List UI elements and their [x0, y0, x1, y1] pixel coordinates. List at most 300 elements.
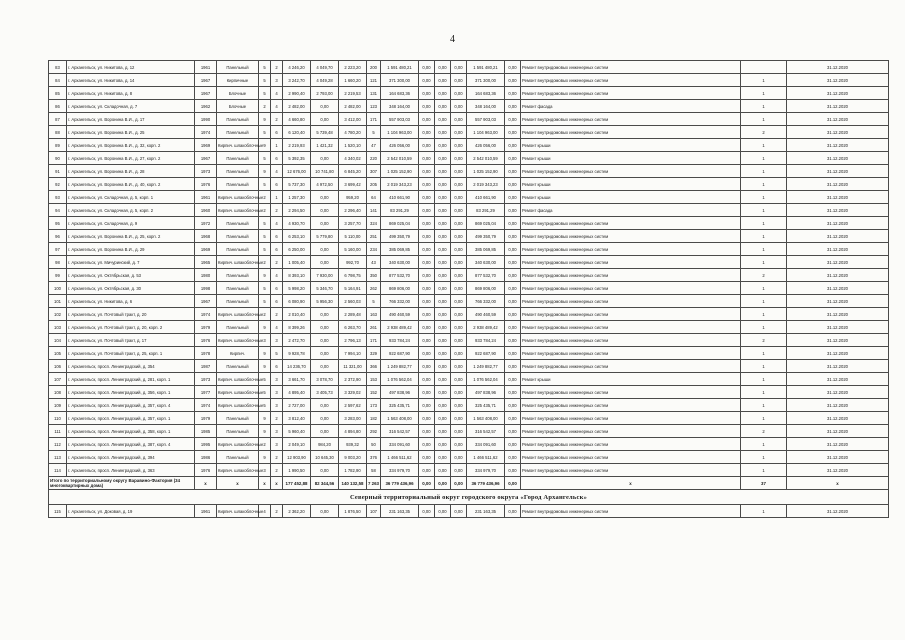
- table-cell: 3: [271, 74, 283, 87]
- table-cell: 0,00: [451, 360, 467, 373]
- table-cell: 0,00: [419, 152, 435, 165]
- total-cell: 177 452,88: [283, 477, 311, 490]
- work-type-cell: Ремонт внутридомовых инженерных систем: [521, 321, 741, 334]
- table-cell: 1960: [195, 204, 217, 217]
- address-cell: г. Архангельск, просп. Ленинградский, д. 357, корп. 1: [67, 412, 195, 425]
- table-cell: 95: [49, 217, 67, 230]
- table-cell: 0,00: [505, 126, 521, 139]
- work-type-cell: Ремонт внутридомовых инженерных систем: [521, 87, 741, 100]
- table-cell: 0,00: [451, 256, 467, 269]
- district-total-row: [49, 477, 889, 490]
- address-cell: г. Архангельск, ул. Воронина В.И., д. 25, корп. 2: [67, 230, 195, 243]
- table-cell: 1 421,32: [311, 139, 339, 152]
- table-cell: 490 460,59: [381, 308, 419, 321]
- table-cell: 0,00: [451, 269, 467, 282]
- table-cell: 0,00: [435, 295, 451, 308]
- table-cell: 1974: [195, 399, 217, 412]
- total-cell: x: [195, 477, 217, 490]
- table-cell: 0,00: [435, 347, 451, 360]
- work-type-cell: Ремонт внутридомовых инженерных систем: [521, 308, 741, 321]
- table-cell: 329: [367, 347, 381, 360]
- table-cell: 1: [741, 505, 787, 518]
- table-cell: 0,00: [311, 360, 339, 373]
- table-cell: 334 091,60: [467, 438, 505, 451]
- table-cell: 350: [367, 269, 381, 282]
- table-cell: 5: [259, 74, 271, 87]
- table-cell: 2 019 343,23: [467, 178, 505, 191]
- table-cell: 0,00: [451, 178, 467, 191]
- table-cell: 1977: [195, 386, 217, 399]
- table-cell: 2 793,00: [311, 87, 339, 100]
- table-cell: 0,00: [435, 74, 451, 87]
- table-cell: 2 597,62: [339, 399, 367, 412]
- district-total-label: Итого по территориальному округу Варавино-Фактория (34 многоквартирных дома): [49, 477, 195, 490]
- work-type-cell: Ремонт крыши: [521, 178, 741, 191]
- table-cell: 0,00: [505, 282, 521, 295]
- table-cell: 2 010,40: [283, 308, 311, 321]
- table-cell: 50: [367, 438, 381, 451]
- table-cell: 2 542 010,59: [467, 152, 505, 165]
- table-cell: Панельный: [217, 451, 259, 464]
- table-cell: 0,00: [419, 191, 435, 204]
- table-cell: 2: [259, 191, 271, 204]
- table-cell: Кирпич. шлакоблочные: [217, 373, 259, 386]
- table-cell: 0,00: [435, 438, 451, 451]
- table-cell: 31.12.2020: [787, 425, 889, 438]
- table-cell: Кирпич. шлакоблочные: [217, 438, 259, 451]
- table-cell: 490 460,59: [467, 308, 505, 321]
- table-cell: 0,00: [451, 451, 467, 464]
- table-cell: 0,00: [451, 373, 467, 386]
- table-cell: 1: [741, 217, 787, 230]
- table-row: [49, 295, 889, 308]
- table-cell: 31.12.2020: [787, 451, 889, 464]
- table-cell: 1: [741, 412, 787, 425]
- total-cell: x: [259, 477, 271, 490]
- table-cell: 0,00: [435, 425, 451, 438]
- work-type-cell: Ремонт внутридомовых инженерных систем: [521, 282, 741, 295]
- table-cell: 31.12.2020: [787, 204, 889, 217]
- table-cell: 0,00: [311, 412, 339, 425]
- table-cell: 0,00: [419, 139, 435, 152]
- table-row: [49, 139, 889, 152]
- work-type-cell: Ремонт внутридомовых инженерных систем: [521, 230, 741, 243]
- table-cell: 410 661,90: [467, 191, 505, 204]
- table-row: [49, 165, 889, 178]
- table-cell: 7 930,00: [311, 269, 339, 282]
- table-cell: 98: [49, 256, 67, 269]
- table-cell: 410 661,90: [381, 191, 419, 204]
- table-cell: 0,00: [419, 399, 435, 412]
- table-cell: 0,00: [435, 308, 451, 321]
- work-type-cell: Ремонт крыши: [521, 139, 741, 152]
- table-cell: 6: [271, 126, 283, 139]
- table-cell: 5 998,20: [283, 282, 311, 295]
- table-cell: 0,00: [451, 61, 467, 74]
- table-cell: 933 784,24: [381, 334, 419, 347]
- work-type-cell: Ремонт внутридомовых инженерных систем: [521, 347, 741, 360]
- table-cell: 31.12.2020: [787, 334, 889, 347]
- table-cell: 31.12.2020: [787, 230, 889, 243]
- total-cell: 82 344,56: [311, 477, 339, 490]
- table-cell: 0,00: [505, 425, 521, 438]
- table-cell: 340 630,00: [381, 256, 419, 269]
- table-cell: 307: [367, 165, 381, 178]
- table-cell: 131: [367, 87, 381, 100]
- table-cell: 877 532,70: [467, 269, 505, 282]
- table-cell: 1 249 882,77: [381, 360, 419, 373]
- table-cell: Блочные: [217, 87, 259, 100]
- table-cell: 1990: [195, 113, 217, 126]
- table-cell: 5: [259, 126, 271, 139]
- table-cell: 0,00: [505, 191, 521, 204]
- table-cell: 113: [49, 451, 67, 464]
- table-cell: 31.12.2020: [787, 113, 889, 126]
- table-cell: 1: [741, 347, 787, 360]
- address-cell: г. Архангельск, ул. Почтовый тракт, д. 20: [67, 308, 195, 321]
- table-cell: 2: [259, 256, 271, 269]
- table-cell: 31.12.2020: [787, 139, 889, 152]
- table-cell: 1: [741, 113, 787, 126]
- table-cell: 2 727,00: [283, 399, 311, 412]
- table-cell: Кирпич. шлакоблочные: [217, 399, 259, 412]
- table-cell: 1969: [195, 243, 217, 256]
- table-cell: 4: [271, 217, 283, 230]
- table-cell: 6 120,40: [283, 126, 311, 139]
- table-cell: 992,70: [339, 256, 367, 269]
- section-header-row: [49, 490, 889, 505]
- table-cell: 1: [741, 399, 787, 412]
- table-cell: 1985: [195, 425, 217, 438]
- table-cell: 182: [367, 412, 381, 425]
- table-cell: 4: [259, 505, 271, 518]
- address-cell: г. Архангельск, ул. Складочная, д. 9: [67, 217, 195, 230]
- table-cell: 6 250,00: [283, 243, 311, 256]
- table-cell: 231 163,35: [467, 505, 505, 518]
- table-cell: 497 838,96: [381, 386, 419, 399]
- table-cell: Панельный: [217, 412, 259, 425]
- table-cell: 5: [259, 217, 271, 230]
- table-cell: 2: [271, 113, 283, 126]
- address-cell: г. Архангельск, ул. Складочная, д. 5, корп. 2: [67, 204, 195, 217]
- table-cell: 2 472,70: [283, 334, 311, 347]
- table-cell: 91: [49, 165, 67, 178]
- table-cell: Кирпич. шлакоблочные: [217, 256, 259, 269]
- table-cell: 5: [259, 230, 271, 243]
- table-cell: 1: [271, 139, 283, 152]
- table-cell: 31.12.2020: [787, 295, 889, 308]
- table-cell: 86: [49, 100, 67, 113]
- table-cell: 4 340,02: [339, 152, 367, 165]
- table-cell: 0,00: [435, 61, 451, 74]
- table-cell: 2: [741, 269, 787, 282]
- table-cell: 1986: [195, 451, 217, 464]
- table-cell: 9: [259, 425, 271, 438]
- table-cell: 5: [367, 295, 381, 308]
- table-cell: 334 979,70: [381, 464, 419, 477]
- table-cell: 1961: [195, 505, 217, 518]
- table-cell: 3: [259, 334, 271, 347]
- table-cell: 3 405,73: [311, 386, 339, 399]
- table-cell: 107: [49, 373, 67, 386]
- table-cell: 0,00: [435, 269, 451, 282]
- table-cell: 171: [367, 113, 381, 126]
- table-cell: 10 741,80: [311, 165, 339, 178]
- table-cell: 0,00: [505, 269, 521, 282]
- table-cell: 1 466 511,62: [381, 451, 419, 464]
- table-cell: 0,00: [435, 230, 451, 243]
- table-cell: 1: [741, 191, 787, 204]
- address-cell: г. Архангельск, просп. Ленинградский, д. 394: [67, 451, 195, 464]
- table-cell: 3: [271, 399, 283, 412]
- table-cell: 2: [271, 204, 283, 217]
- table-cell: 0,00: [419, 100, 435, 113]
- table-cell: 6: [271, 295, 283, 308]
- table-cell: 0,00: [505, 217, 521, 230]
- table-cell: 2: [259, 100, 271, 113]
- table-cell: 0,00: [311, 334, 339, 347]
- table-cell: 31.12.2020: [787, 399, 889, 412]
- table-cell: 0,00: [311, 152, 339, 165]
- table-cell: 0,00: [311, 256, 339, 269]
- table-cell: 31.12.2020: [787, 100, 889, 113]
- work-type-cell: Ремонт крыши: [521, 373, 741, 386]
- work-type-cell: Ремонт внутридомовых инженерных систем: [521, 256, 741, 269]
- table-cell: 173: [367, 399, 381, 412]
- table-cell: 1976: [195, 464, 217, 477]
- table-cell: 0,00: [311, 321, 339, 334]
- table-row: [49, 360, 889, 373]
- work-type-cell: Ремонт крыши: [521, 191, 741, 204]
- table-cell: 0,00: [435, 204, 451, 217]
- table-cell: 376: [367, 451, 381, 464]
- total-cell: 7 263: [367, 477, 381, 490]
- table-cell: 1: [741, 464, 787, 477]
- total-cell: x: [271, 477, 283, 490]
- table-cell: 121: [367, 74, 381, 87]
- table-cell: 2 019 343,23: [381, 178, 419, 191]
- table-cell: 31.12.2020: [787, 373, 889, 386]
- table-cell: 1: [741, 165, 787, 178]
- table-cell: 0,00: [435, 412, 451, 425]
- table-cell: 3 078,70: [311, 373, 339, 386]
- table-cell: 0,00: [505, 243, 521, 256]
- address-cell: г. Архангельск, просп. Ленинградский, д. 357, корп. 4: [67, 399, 195, 412]
- table-cell: 1: [741, 438, 787, 451]
- table-cell: 0,00: [505, 399, 521, 412]
- table-cell: 0,00: [505, 295, 521, 308]
- table-cell: 0,00: [451, 243, 467, 256]
- table-cell: 1 563 408,00: [467, 412, 505, 425]
- table-cell: 0,00: [311, 308, 339, 321]
- address-cell: г. Архангельск, ул. Складочная, д. 7: [67, 100, 195, 113]
- table-cell: Кирпич.: [217, 347, 259, 360]
- table-cell: 0,00: [435, 282, 451, 295]
- table-cell: 1: [741, 152, 787, 165]
- address-cell: г. Архангельск, просп. Ленинградский, д. 363: [67, 464, 195, 477]
- table-cell: 1 076 562,04: [381, 373, 419, 386]
- table-cell: 0,00: [311, 464, 339, 477]
- address-cell: г. Архангельск, ул. Воронина В.И., д. 17: [67, 113, 195, 126]
- table-cell: 83 291,29: [467, 204, 505, 217]
- table-cell: 4: [271, 321, 283, 334]
- table-cell: 5: [259, 243, 271, 256]
- table-row: [49, 152, 889, 165]
- table-row: [49, 243, 889, 256]
- table-cell: Панельный: [217, 295, 259, 308]
- table-cell: Кирпич. шлакоблочные: [217, 191, 259, 204]
- table-cell: 959,20: [339, 191, 367, 204]
- table-cell: 4 660,80: [283, 113, 311, 126]
- table-cell: 324: [367, 217, 381, 230]
- table-cell: 83 291,29: [381, 204, 419, 217]
- table-cell: 171: [367, 334, 381, 347]
- table-cell: 6 080,90: [283, 295, 311, 308]
- table-cell: 10 645,30: [311, 451, 339, 464]
- table-cell: 0,00: [311, 100, 339, 113]
- table-cell: 0,00: [311, 113, 339, 126]
- table-cell: 0,00: [419, 61, 435, 74]
- table-cell: 3: [259, 464, 271, 477]
- table-cell: 1 990,50: [283, 464, 311, 477]
- address-cell: г. Архангельск, ул. Воронина В.И., д. 29: [67, 243, 195, 256]
- table-cell: 0,00: [505, 61, 521, 74]
- total-cell: x: [787, 477, 889, 490]
- table-cell: 4: [271, 100, 283, 113]
- table-cell: 0,00: [505, 360, 521, 373]
- table-cell: 5: [271, 347, 283, 360]
- table-cell: Кирпич. шлакоблочные: [217, 139, 259, 152]
- table-cell: 0,00: [419, 204, 435, 217]
- table-cell: 1967: [195, 74, 217, 87]
- table-cell: 0,00: [451, 113, 467, 126]
- table-cell: 0,00: [435, 87, 451, 100]
- table-cell: 1980: [195, 269, 217, 282]
- table-cell: 1 025 152,90: [381, 165, 419, 178]
- table-cell: 1: [741, 360, 787, 373]
- table-cell: 0,00: [505, 165, 521, 178]
- table-cell: 2: [271, 464, 283, 477]
- table-cell: 0,00: [451, 464, 467, 477]
- table-cell: 0,00: [419, 321, 435, 334]
- table-row: [49, 425, 889, 438]
- table-row: [49, 386, 889, 399]
- table-row: [49, 412, 889, 425]
- table-cell: 0,00: [505, 334, 521, 347]
- table-cell: 31.12.2020: [787, 243, 889, 256]
- table-cell: 1: [741, 451, 787, 464]
- table-cell: 2 362,20: [283, 505, 311, 518]
- table-cell: 2 294,50: [283, 204, 311, 217]
- table-cell: 87: [49, 113, 67, 126]
- table-cell: 1 257,30: [283, 191, 311, 204]
- table-cell: 5: [259, 282, 271, 295]
- table-cell: Кирпичные: [217, 74, 259, 87]
- table-cell: 557 903,03: [467, 113, 505, 126]
- table-cell: 4: [271, 165, 283, 178]
- table-cell: 9: [259, 139, 271, 152]
- table-cell: 90: [49, 152, 67, 165]
- address-cell: г. Архангельск, ул. Никитова, д. 6: [67, 295, 195, 308]
- table-row: [49, 126, 889, 139]
- table-cell: 371 300,00: [467, 74, 505, 87]
- table-cell: 1 563 408,00: [381, 412, 419, 425]
- work-type-cell: Ремонт внутридомовых инженерных систем: [521, 438, 741, 451]
- table-cell: 3: [271, 373, 283, 386]
- table-cell: 4 930,70: [283, 217, 311, 230]
- table-cell: 6: [271, 243, 283, 256]
- work-type-cell: Ремонт внутридомовых инженерных систем: [521, 165, 741, 178]
- table-cell: 1 025 152,90: [467, 165, 505, 178]
- table-cell: 0,00: [435, 334, 451, 347]
- table-cell: 31.12.2020: [787, 74, 889, 87]
- table-cell: 0,00: [311, 191, 339, 204]
- table-cell: 1979: [195, 412, 217, 425]
- total-cell: 36 779 436,96: [381, 477, 419, 490]
- table-cell: 1973: [195, 165, 217, 178]
- table-row: [49, 269, 889, 282]
- table-cell: 164 683,36: [381, 87, 419, 100]
- table-cell: Панельный: [217, 269, 259, 282]
- address-cell: г. Архангельск, ул. Воронина В.И., д. 25: [67, 126, 195, 139]
- table-cell: 1974: [195, 308, 217, 321]
- table-cell: 5 739,48: [311, 126, 339, 139]
- total-cell: 36 779 436,96: [467, 477, 505, 490]
- table-cell: 102: [49, 308, 67, 321]
- table-cell: 9: [259, 347, 271, 360]
- table-row: [49, 178, 889, 191]
- table-cell: 31.12.2020: [787, 178, 889, 191]
- table-cell: Панельный: [217, 243, 259, 256]
- table-cell: 922 687,90: [381, 347, 419, 360]
- table-cell: Кирпич. шлакоблочные: [217, 204, 259, 217]
- table-cell: 111: [49, 425, 67, 438]
- work-type-cell: Ремонт внутридомовых инженерных систем: [521, 295, 741, 308]
- table-cell: 43: [367, 256, 381, 269]
- table-cell: 8 399,26: [283, 321, 311, 334]
- table-cell: 2: [271, 412, 283, 425]
- table-cell: 2: [271, 308, 283, 321]
- table-cell: 3: [271, 386, 283, 399]
- table-cell: 110: [49, 412, 67, 425]
- table-body: [49, 61, 889, 518]
- table-cell: 0,00: [505, 321, 521, 334]
- table-cell: 31.12.2020: [787, 321, 889, 334]
- table-cell: 5 737,30: [283, 178, 311, 191]
- table-cell: Панельный: [217, 230, 259, 243]
- address-cell: г. Архангельск, ул. Почтовый тракт, д. 17: [67, 334, 195, 347]
- table-cell: 766 332,00: [467, 295, 505, 308]
- address-cell: г. Архангельск, ул. Складочная, д. 5, корп. 1: [67, 191, 195, 204]
- table-cell: 0,00: [451, 100, 467, 113]
- table-cell: 2 796,13: [339, 334, 367, 347]
- table-cell: 6 845,20: [339, 165, 367, 178]
- table-cell: 0,00: [419, 87, 435, 100]
- table-cell: 426 056,00: [467, 139, 505, 152]
- table-row: [49, 347, 889, 360]
- table-cell: 5 960,40: [283, 425, 311, 438]
- table-cell: 5: [259, 178, 271, 191]
- table-cell: 114: [49, 464, 67, 477]
- table-cell: 0,00: [419, 295, 435, 308]
- table-cell: 0,00: [435, 139, 451, 152]
- table-cell: 2 938 489,42: [381, 321, 419, 334]
- table-cell: 922 687,90: [467, 347, 505, 360]
- table-cell: 1 466 511,62: [467, 451, 505, 464]
- table-cell: 0,00: [419, 282, 435, 295]
- table-cell: 8 393,10: [283, 269, 311, 282]
- table-cell: 5 164,91: [339, 282, 367, 295]
